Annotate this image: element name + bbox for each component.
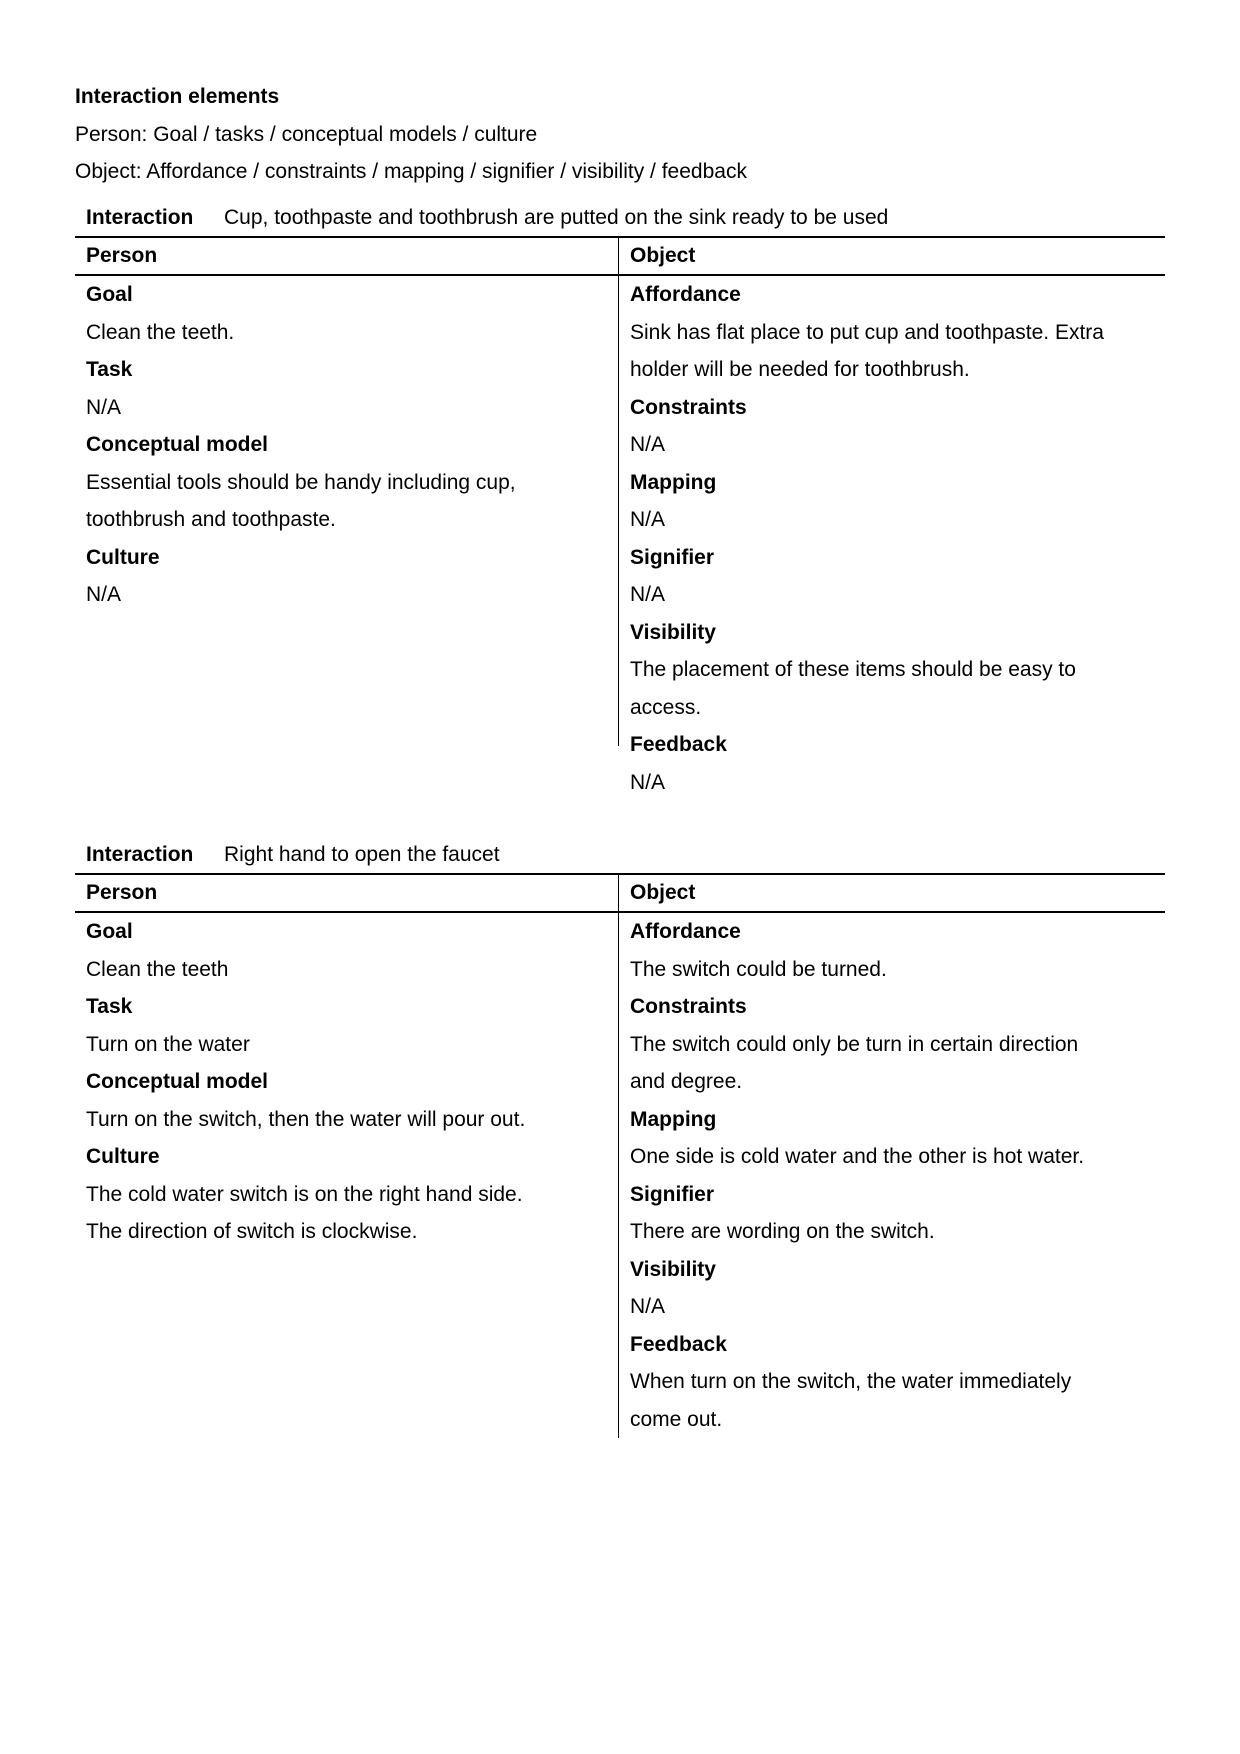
affordance-label: Affordance xyxy=(630,920,741,943)
conceptual-model-label: Conceptual model xyxy=(86,1070,269,1093)
feedback-label: Feedback xyxy=(630,1332,727,1356)
intro-person-line: Person: Goal / tasks / conceptual models / culture xyxy=(75,122,538,146)
person-column-header: Person xyxy=(75,238,619,274)
task-label: Task xyxy=(86,995,133,1018)
affordance-text: holder will be needed for toothbrush. xyxy=(630,358,970,381)
signifier-text: There are wording on the switch. xyxy=(630,1220,935,1243)
object-column-header: Object xyxy=(630,244,696,267)
table-header-row xyxy=(75,238,1165,276)
object-column xyxy=(619,276,1165,801)
intro-block xyxy=(75,78,747,191)
affordance-text: Sink has flat place to put cup and toothpaste. Extra xyxy=(630,320,1104,344)
visibility-label: Visibility xyxy=(630,1257,716,1281)
affordance-text: The switch could be turned. xyxy=(630,957,887,981)
visibility-label: Visibility xyxy=(630,620,716,644)
task-text: Turn on the water xyxy=(86,1032,250,1056)
feedback-text: come out. xyxy=(630,1407,723,1431)
mapping-text: N/A xyxy=(630,508,666,531)
affordance-label: Affordance xyxy=(630,283,741,306)
task-label: Task xyxy=(86,358,133,381)
constraints-label: Constraints xyxy=(630,995,747,1018)
table-body-row xyxy=(75,276,1165,801)
person-column xyxy=(75,276,619,746)
constraints-label: Constraints xyxy=(630,395,747,419)
visibility-text: N/A xyxy=(630,1295,666,1318)
goal-text: Clean the teeth. xyxy=(86,320,235,344)
signifier-label: Signifier xyxy=(630,545,715,569)
feedback-label: Feedback xyxy=(630,733,727,756)
culture-text: The cold water switch is on the right hand side. xyxy=(86,1182,523,1206)
visibility-text: The placement of these items should be easy to xyxy=(630,658,1076,681)
object-column xyxy=(619,913,1165,1438)
constraints-text: and degree. xyxy=(630,1070,743,1093)
goal-label: Goal xyxy=(86,920,133,943)
interaction-title: Cup, toothpaste and toothbrush are putted on the sink ready to be used xyxy=(224,206,889,229)
interaction-label: Interaction xyxy=(86,206,194,229)
feedback-text: When turn on the switch, the water immediately xyxy=(630,1370,1072,1393)
interaction-title-row xyxy=(75,836,1165,873)
feedback-text: N/A xyxy=(630,770,666,794)
interaction-label: Interaction xyxy=(86,843,194,866)
interaction-title: Right hand to open the faucet xyxy=(224,843,500,866)
interaction-grid xyxy=(75,873,1165,1438)
goal-label: Goal xyxy=(86,283,133,306)
conceptual-model-label: Conceptual model xyxy=(86,433,269,456)
person-column-header: Person xyxy=(75,875,619,911)
interaction-table-2 xyxy=(75,836,1165,1438)
task-text: N/A xyxy=(86,395,122,419)
interaction-grid xyxy=(75,236,1165,801)
visibility-text: access. xyxy=(630,695,702,719)
conceptual-model-text: Turn on the switch, then the water will pour out. xyxy=(86,1107,526,1131)
signifier-text: N/A xyxy=(630,583,666,606)
signifier-label: Signifier xyxy=(630,1182,715,1206)
table-body-row xyxy=(75,913,1165,1438)
constraints-text: The switch could only be turn in certain direction xyxy=(630,1032,1079,1056)
mapping-label: Mapping xyxy=(630,1107,717,1131)
conceptual-model-text: toothbrush and toothpaste. xyxy=(86,508,336,531)
culture-text: N/A xyxy=(86,583,122,606)
table-header-row xyxy=(75,875,1165,913)
person-column xyxy=(75,913,619,1438)
interaction-title-row xyxy=(75,199,1165,236)
interaction-table-1 xyxy=(75,199,1165,801)
mapping-label: Mapping xyxy=(630,470,717,494)
culture-label: Culture xyxy=(86,1145,160,1168)
constraints-text: N/A xyxy=(630,433,666,456)
conceptual-model-text: Essential tools should be handy including cup, xyxy=(86,470,516,494)
culture-text: The direction of switch is clockwise. xyxy=(86,1220,418,1243)
mapping-text: One side is cold water and the other is hot water. xyxy=(630,1145,1085,1168)
intro-object-line: Object: Affordance / constraints / mapping / signifier / visibility / feedback xyxy=(75,160,747,183)
intro-heading: Interaction elements xyxy=(75,85,280,108)
goal-text: Clean the teeth xyxy=(86,957,229,981)
object-column-header: Object xyxy=(630,881,696,904)
culture-label: Culture xyxy=(86,545,160,569)
